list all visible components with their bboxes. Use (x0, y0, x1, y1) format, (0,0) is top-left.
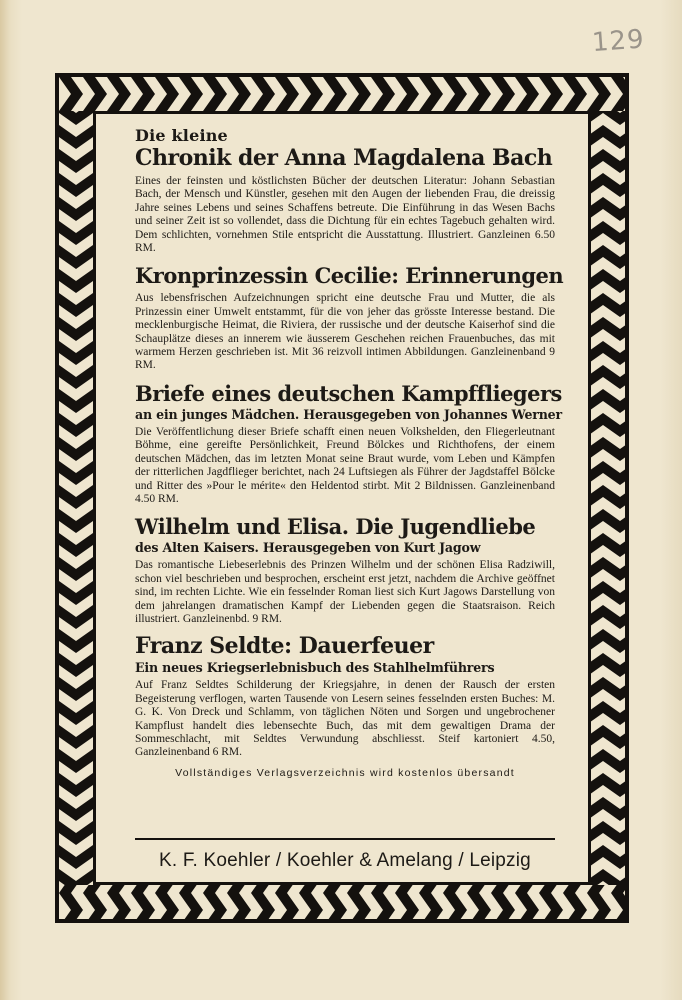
book-subtitle: an ein junges Mädchen. Herausgegeben von Johannes Werner (135, 406, 562, 422)
book-description: Aus lebensfrischen Aufzeichnungen spricht eine deutsche Frau und Mutter, die als Prinzessin einer Umwelt entstammt, für die von jeher das grösste Interesse bestand. Die mecklenburgische Heimat, die Riviera, der russische und der deutsche Kaiserhof sind die Schauplätze dieses an innerem wie äusserem Geschehen reichen Frauenbuches, das mit warmem Herzen geschrieben ist. Mit 36 reizvoll intimen Abbildungen. Ganzleinenband 9 RM. (135, 292, 555, 372)
book-description: Die Veröffentlichung dieser Briefe schafft einen neuen Volkshelden, den Fliegerleutnant Böhme, eine gereifte Persönlichkeit, Freund Bölckes und Richthofens, der einem deutschen Mädchen, das im letzten Monat seine Braut wurde, vom Leben und Kämpfen der ritterlichen Jagdflieger berichtet, nach 24 Luftsiegen als Führer der Jagdstaffel Bölcke und Ritter des »Pour le mérite« den Heldentod stirbt. Mit 2 Bildnissen. Ganzleinenband 4.50 RM. (135, 425, 555, 505)
book-description: Das romantische Liebeserlebnis des Prinzen Wilhelm und der schönen Elisa Radziwill, schon viel beschrieben und besprochen, erscheint erst jetzt, nachdem die Archive geöffnet sind, im rechten Lichte. Wie ein fesselnder Roman liest sich Kurt Jagows Darstellung von dem jahrelangen dramatischen Kampf der Liebenden gegen die Staatsraison. Reich illustriert. Ganzleinenbd. 9 RM. (135, 559, 555, 625)
book-entry-wilhelm-elisa (135, 513, 555, 626)
book-listings (135, 126, 564, 779)
catalog-note: Vollständiges Verlagsverzeichnis wird kostenlos übersandt (175, 766, 515, 779)
book-title: Briefe eines deutschen Kampffliegers (135, 380, 562, 406)
book-description: Eines der feinsten und köstlichsten Bücher der deutschen Literatur: Johann Sebastian Bach, der Mensch und Künstler, gesehen mit den Augen der liebenden Frau, die dreissig Jahre seines Lebens und seines Schaffens betreute. Die Einführung in das Wesen Bachs und seiner Zeit ist so vollendet, dass die Dichtung für ein echtes Tagebuch gehalten wird. Dem schlichten, vornehmen Stile entspricht die Ausstattung. Illustriert. Ganzleinen 6.50 RM. (135, 175, 555, 255)
page-number: 129 (591, 24, 646, 59)
decorative-frame (55, 73, 629, 923)
publisher-imprint: K. F. Koehler / Koehler & Amelang / Leipzig (159, 850, 531, 871)
book-entry-cecilie (135, 262, 564, 372)
book-title: Kronprinzessin Cecilie: Erinnerungen (135, 263, 564, 289)
book-pretitle: Die kleine (135, 126, 228, 145)
book-title: Franz Seldte: Dauerfeuer (135, 633, 434, 660)
book-description: Auf Franz Seldtes Schilderung der Kriegsjahre, in denen der Rausch der ersten Begeisterung verflogen, warten Tausende von Lesern seines fesselnden ersten Buches: M. G. K. Von Dreck und Schlamm, von täglichen Nöten und Sorgen und ungebrochener Kampflust handelt dies lebensechte Buch, das mit dem gewaltigen Drama der Sommeschlacht, mit Seldtes Verwundung abschliesst. Steif kartoniert 4.50, Ganzleinenband 6 RM. (135, 679, 555, 759)
divider (135, 838, 555, 840)
book-entry-kampfflieger (135, 380, 562, 506)
advertisement-panel (93, 111, 591, 885)
book-subtitle: Ein neues Kriegserlebnisbuch des Stahlhelmführers (135, 660, 495, 676)
book-entry-dauerfeuer (135, 633, 555, 759)
book-title: Wilhelm und Elisa. Die Jugendliebe (135, 514, 536, 540)
book-title: Chronik der Anna Magdalena Bach (135, 145, 553, 171)
book-subtitle: des Alten Kaisers. Herausgegeben von Kurt Jagow (135, 540, 481, 556)
book-entry-bach (135, 126, 555, 255)
